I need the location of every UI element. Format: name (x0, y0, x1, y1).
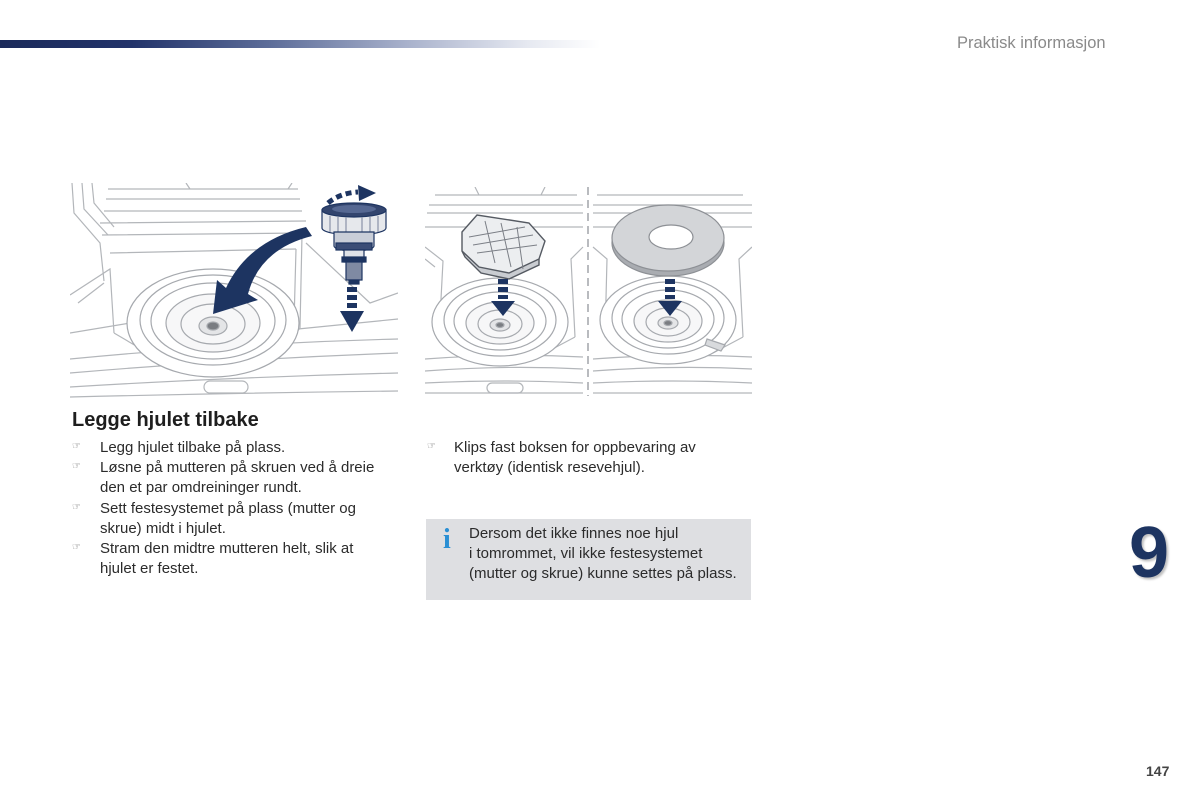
info-icon: i (443, 524, 451, 555)
trunk-opening-rim (104, 183, 302, 211)
hub-center (496, 323, 504, 328)
header-accent-bar (0, 40, 600, 48)
spare-wheel (127, 269, 299, 377)
pointing-hand-icon (72, 458, 81, 476)
section-title: Praktisk informasjon (957, 34, 1106, 52)
tailgate-frame (72, 183, 114, 281)
illustration-refit-spare-wheel (70, 183, 398, 399)
hub-center (207, 322, 219, 330)
info-note (426, 519, 751, 600)
cap-top-ring (332, 205, 376, 213)
pointing-hand-icon (72, 438, 81, 456)
arrow-dash (665, 287, 675, 292)
instruction-text: Klips fast boksen for oppbevaring av verktøy (identisk resevehjul). (454, 439, 696, 477)
instruction-step (72, 499, 385, 539)
bolt-tip (349, 280, 359, 284)
hub-center (664, 321, 672, 326)
arrow-dash (665, 279, 675, 284)
neck-ring (342, 257, 366, 262)
instruction-text: Legg hjulet tilbake på plass. (100, 439, 286, 456)
bolt-head (346, 262, 362, 280)
arrow-dash (347, 303, 357, 308)
nut-teeth (336, 243, 372, 250)
disc-hole (649, 225, 693, 249)
chapter-number: 9 (1129, 513, 1170, 593)
fixing-bolt-assembly (322, 203, 386, 284)
instruction-list-right (427, 438, 724, 478)
arrow-dash (498, 295, 508, 299)
page-number: 147 (1146, 763, 1170, 779)
instruction-list-left (72, 438, 385, 579)
arrow-dash (498, 287, 508, 292)
instruction-text: Sett festesystemet på plass (mutter og skrue) midt i hjulet. (100, 499, 356, 537)
section-heading: Legge hjulet tilbake (72, 409, 259, 431)
instruction-step (72, 458, 385, 498)
instruction-step (72, 438, 385, 458)
tool-box (462, 215, 545, 279)
info-note-line: (mutter og skrue) kunne settes på plass. (469, 565, 737, 582)
sill-loop (204, 381, 248, 393)
instruction-step (427, 438, 724, 478)
pointing-hand-icon (427, 438, 436, 456)
instruction-text: Stram den midtre mutteren helt, slik at hjulet er festet. (100, 540, 354, 578)
arrow-dash (498, 279, 508, 284)
arrow-head (340, 311, 364, 332)
pointing-hand-icon (72, 539, 81, 557)
info-note-line: i tomrommet, vil ikke festesystemet (469, 545, 703, 562)
instruction-step (72, 539, 385, 579)
rotate-arrow (328, 185, 376, 203)
illustration-tool-box-fitting (425, 187, 752, 396)
pointing-hand-icon (72, 499, 81, 517)
arrow-dash (665, 295, 675, 299)
arrow-dash (347, 287, 357, 292)
rotate-arrow-shaft (328, 192, 358, 203)
info-note-line: Dersom det ikke finnes noe hjul (469, 525, 679, 542)
sill-loop (487, 383, 523, 393)
info-note-text (469, 524, 737, 584)
wheel-cover-disc (612, 205, 724, 276)
rotate-arrow-head (358, 185, 376, 201)
arrow-dash (347, 295, 357, 300)
instruction-text: Løsne på mutteren på skruen ved å dreie den et par omdreininger rundt. (100, 459, 375, 497)
